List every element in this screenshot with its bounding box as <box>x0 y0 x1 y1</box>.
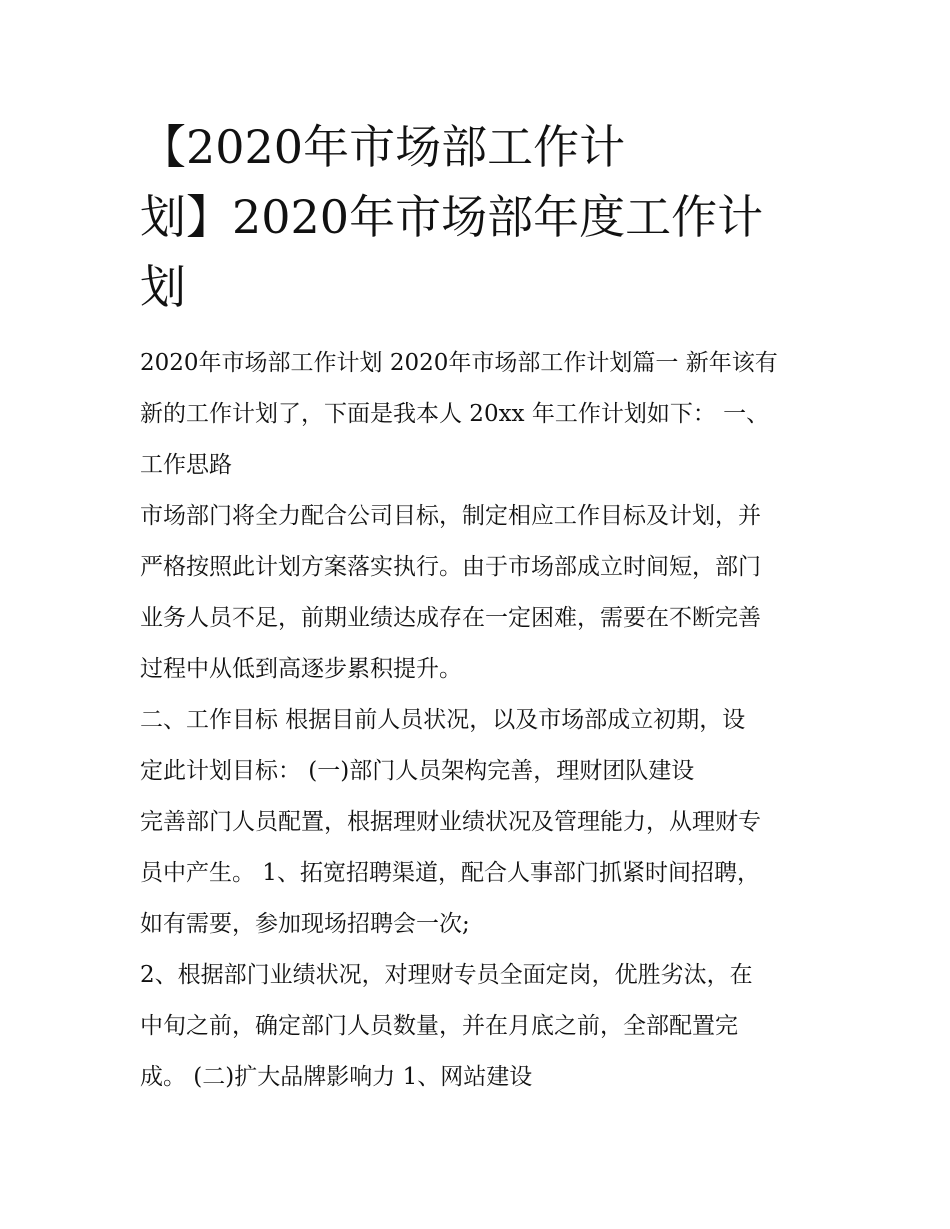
paragraph-positions <box>140 950 820 1103</box>
paragraph-line: 员中产生。 1、拓宽招聘渠道，配合人事部门抓紧时间招聘， <box>140 860 760 886</box>
paragraph-goals <box>140 695 820 797</box>
paragraph-line: 定此计划目标： (一)部门人员架构完善，理财团队建设 <box>140 758 695 784</box>
paragraph-line: 2、根据部门业绩状况，对理财专员全面定岗，优胜劣汰，在 <box>140 962 753 988</box>
paragraph-approach <box>140 491 820 695</box>
document-title <box>140 112 820 322</box>
paragraph-line: 过程中从低到高逐步累积提升。 <box>140 656 462 682</box>
document-body <box>140 112 820 1103</box>
paragraph-line: 新的工作计划了，下面是我本人 20xx 年工作计划如下： 一、 <box>140 401 770 427</box>
paragraph-line: 二、工作目标 根据目前人员状况，以及市场部成立初期，设 <box>140 707 746 733</box>
paragraph-staffing <box>140 797 820 950</box>
paragraph-line: 成。 (二)扩大品牌影响力 1、网站建设 <box>140 1064 533 1090</box>
paragraph-line: 如有需要，参加现场招聘会一次; <box>140 911 470 937</box>
title-line: 划 <box>140 260 186 314</box>
paragraph-line: 完善部门人员配置，根据理财业绩状况及管理能力，从理财专 <box>140 809 761 835</box>
title-line: 划】2020年市场部年度工作计 <box>140 190 764 244</box>
title-line: 【2020年市场部工作计 <box>140 120 626 174</box>
paragraph-line: 中旬之前，确定部门人员数量，并在月底之前，全部配置完 <box>140 1013 738 1039</box>
paragraph-line: 工作思路 <box>140 452 232 478</box>
paragraph-line: 市场部门将全力配合公司目标，制定相应工作目标及计划，并 <box>140 503 761 529</box>
paragraph-intro <box>140 338 820 491</box>
paragraph-line: 业务人员不足，前期业绩达成存在一定困难，需要在不断完善 <box>140 605 761 631</box>
paragraph-line: 2020年市场部工作计划 2020年市场部工作计划篇一 新年该有 <box>140 350 778 376</box>
paragraph-line: 严格按照此计划方案落实执行。由于市场部成立时间短，部门 <box>140 554 761 580</box>
